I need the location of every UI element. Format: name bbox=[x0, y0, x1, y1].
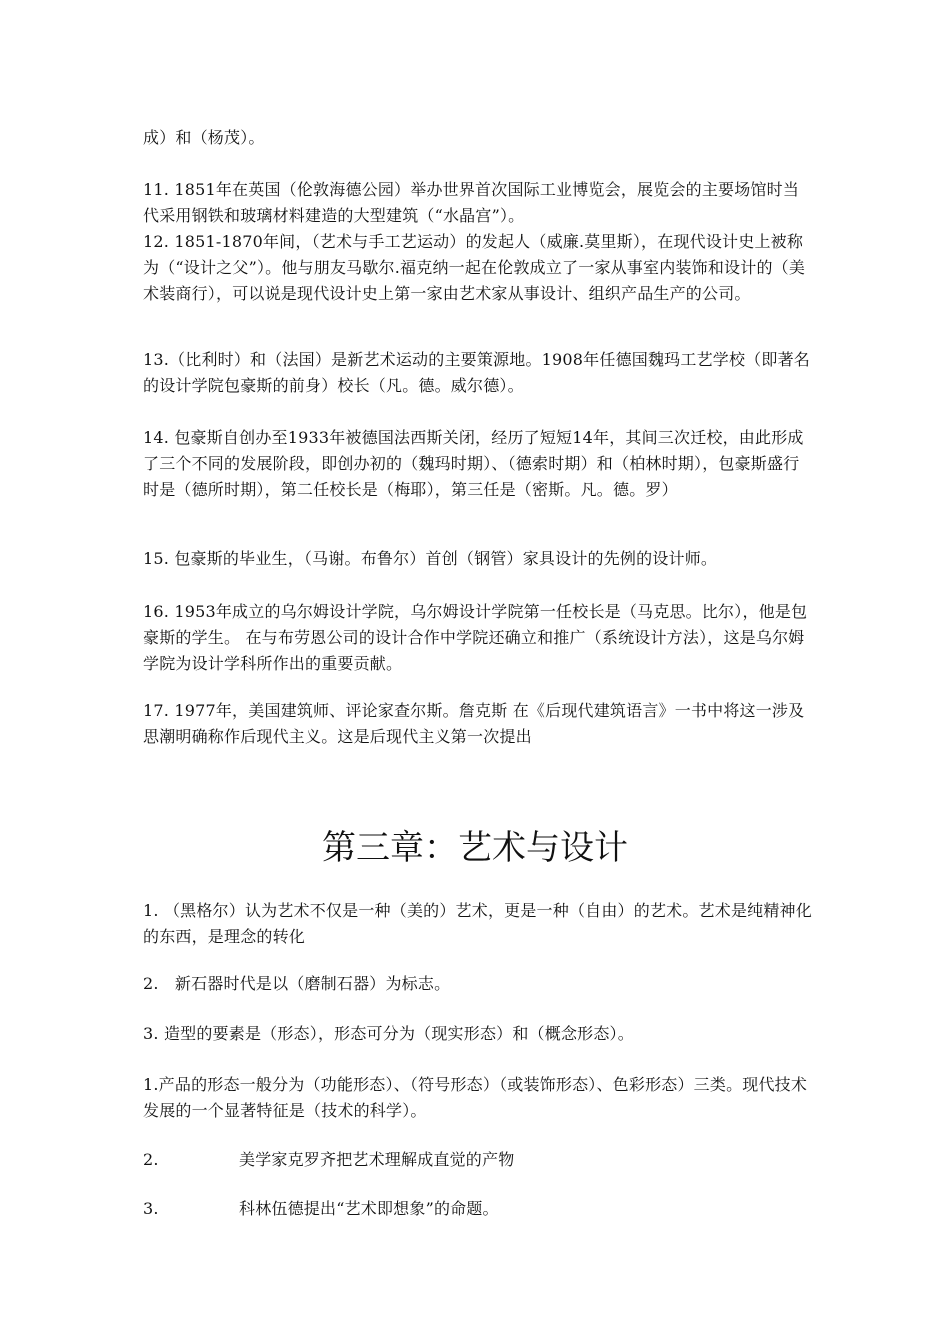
paragraph-12: 12. 1851-1870年间，（艺术与手工艺运动）的发起人（威廉.莫里斯），在现代设计史上被称为（“设计之父”）。他与朋友马歇尔.福克纳一起在伦敦成立了一家从事室内装饰和设计的（美术装商行），可以说是现代设计史上第一家由艺术家从事设计、组织产品生产的公司。 bbox=[143, 232, 806, 303]
chapter-item-4: 1.产品的形态一般分为（功能形态）、（符号形态）（或装饰形态）、色彩形态）三类。现代技术发展的一个显著特征是（技术的科学）。 bbox=[143, 1075, 808, 1120]
paragraph-13: 13.（比利时）和（法国）是新艺术运动的主要策源地。1908年任德国魏玛工艺学校（即著名的设计学院包豪斯的前身）校长（凡。德。威尔德）。 bbox=[143, 350, 810, 395]
chapter-heading: 第三章：艺术与设计 bbox=[322, 828, 628, 868]
paragraph-14: 14. 包豪斯自创办至1933年被德国法西斯关闭，经历了短短14年，其间三次迁校，由此形成了三个不同的发展阶段，即创办初的（魏玛时期）、（德索时期）和（柏林时期），包豪斯盛行时是（德所时期），第二任校长是（梅耶），第三任是（密斯。凡。德。罗） bbox=[143, 428, 804, 499]
paragraph-17: 17. 1977年，美国建筑师、评论家查尔斯。詹克斯 在《后现代建筑语言》一书中将这一涉及思潮明确称作后现代主义。这是后现代主义第一次提出 bbox=[143, 701, 805, 746]
item-number: 2. bbox=[143, 1150, 159, 1169]
paragraph-11: 11. 1851年在英国（伦敦海德公园）举办世界首次国际工业博览会，展览会的主要场馆时当代采用钢铁和玻璃材料建造的大型建筑（“水晶宫”）。 bbox=[143, 180, 800, 225]
chapter-item-2: 2. 新石器时代是以（磨制石器）为标志。 bbox=[143, 974, 451, 993]
item-text: 美学家克罗齐把艺术理解成直觉的产物 bbox=[239, 1150, 515, 1169]
chapter-item-5 bbox=[143, 1147, 815, 1173]
chapter-item-6 bbox=[143, 1196, 815, 1222]
paragraph-15: 15. 包豪斯的毕业生，（马谢。布鲁尔）首创（钢管）家具设计的先例的设计师。 bbox=[143, 549, 718, 568]
paragraph-16: 16. 1953年成立的乌尔姆设计学院，乌尔姆设计学院第一任校长是（马克思。比尔），他是包豪斯的学生。 在与布劳恩公司的设计合作中学院还确立和推广（系统设计方法），这是乌尔姆学院为设计学科所作出的重要贡献。 bbox=[143, 602, 808, 673]
paragraph-continuation: 成）和（杨茂）。 bbox=[143, 128, 265, 147]
chapter-item-1: 1. （黑格尔）认为艺术不仅是一种（美的）艺术，更是一种（自由）的艺术。艺术是纯精神化的东西，是理念的转化 bbox=[143, 901, 812, 946]
item-text: 科林伍德提出“艺术即想象”的命题。 bbox=[239, 1199, 499, 1218]
chapter-item-3: 3. 造型的要素是（形态），形态可分为（现实形态）和（概念形态）。 bbox=[143, 1024, 634, 1043]
item-number: 3. bbox=[143, 1199, 159, 1218]
